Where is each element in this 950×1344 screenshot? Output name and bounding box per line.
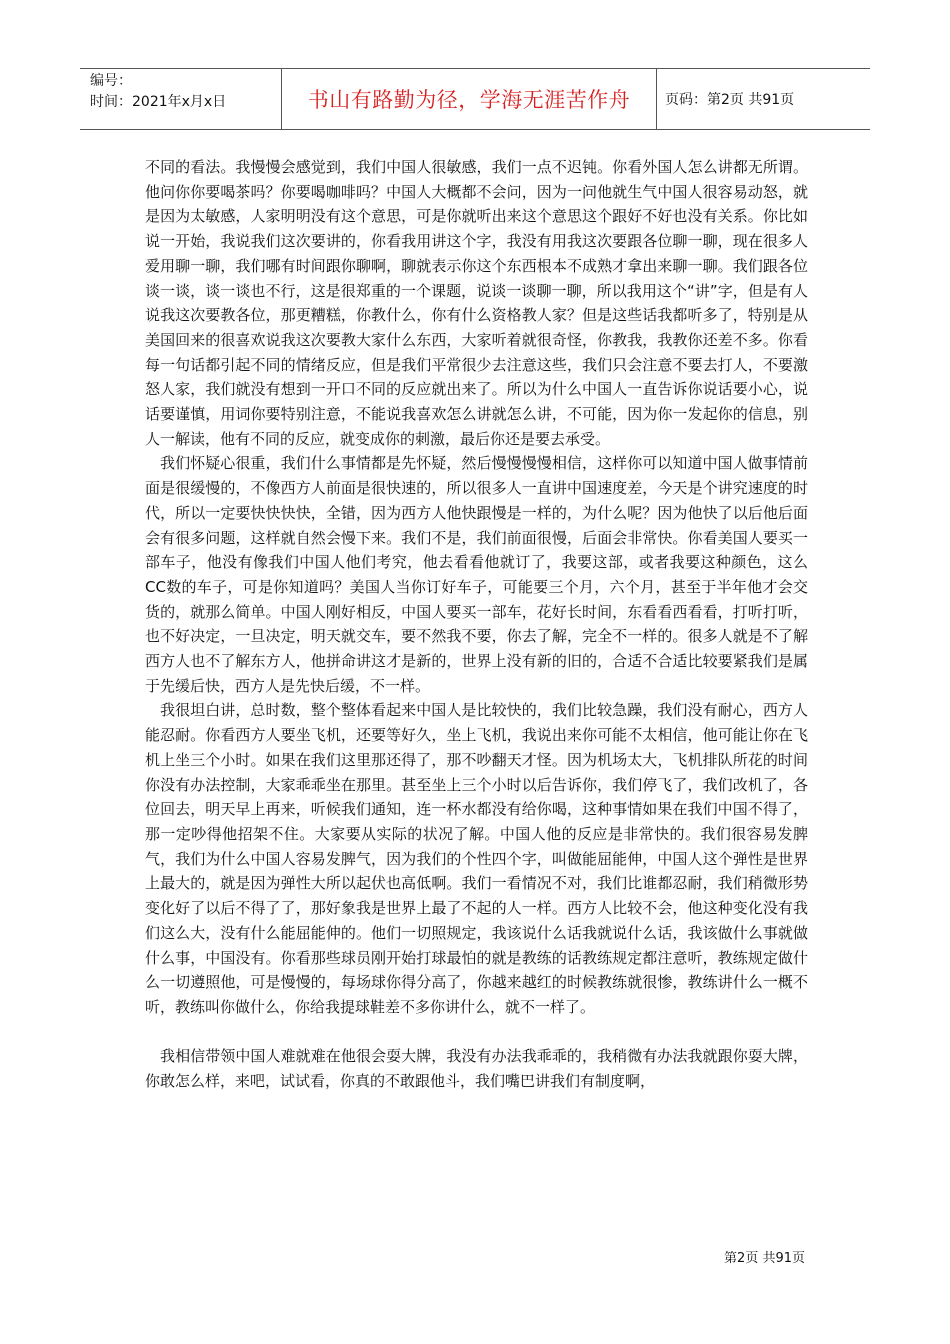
header-page-cell	[657, 69, 870, 129]
page-footer: 第2页 共91页	[724, 1251, 805, 1266]
header-page-info: 页码：第2页 共91页	[665, 92, 795, 108]
document-time-label: 时间：2021年x月x日	[90, 94, 227, 110]
header-motto-cell	[282, 69, 657, 129]
header-motto: 书山有路勤为径，学海无涯苦作舟	[307, 88, 631, 112]
paragraph-spacer	[145, 1020, 808, 1045]
document-number-label: 编号：	[90, 73, 132, 89]
body-paragraph-3: 我很坦白讲，总时数，整个整体看起来中国人是比较快的，我们比较急躁，我们没有耐心，西方人能忍耐。你看西方人要坐飞机，还要等好久，坐上飞机，我说出来你可能不太相信，他可能让你在飞机上坐三个小时。如果在我们这里那还得了，那不吵翻天才怪。因为机场太大，飞机排队所花的时间你没有办法控制，大家乖乖坐在那里。甚至坐上三个小时以后告诉你，我们停飞了，我们改机了，各位回去，明天早上再来，听候我们通知，连一杯水都没有给你喝，这种事情如果在我们中国不得了，那一定吵得他招架不住。大家要从实际的状况了解。中国人他的反应是非常快的。我们很容易发脾气，我们为什么中国人容易发脾气，因为我们的个性四个字，叫做能屈能伸，中国人这个弹性是世界上最大的，就是因为弹性大所以起伏也高低啊。我们一看情况不对，我们比谁都忍耐，我们稍微形势变化好了以后不得了了，那好象我是世界上最了不起的人一样。西方人比较不会，他这种变化没有我们这么大，没有什么能屈能伸的。他们一切照规定，我该说什么话我就说什么话，我该做什么事就做什么事，中国没有。你看那些球员刚开始打球最怕的就是教练的话教练规定都注意听，教练规定做什么一切遵照他，可是慢慢的，每场球你得分高了，你越来越红的时候教练就很惨，教练讲什么一概不听，教练叫你做什么，你给我提球鞋差不多你讲什么，就不一样了。	[145, 701, 808, 1016]
body-paragraph-2: 我们怀疑心很重，我们什么事情都是先怀疑，然后慢慢慢慢相信，这样你可以知道中国人做事情前面是很缓慢的，不像西方人前面是很快速的，所以很多人一直讲中国速度差，今天是个讲究速度的时代，所以一定要快快快快，全错，因为西方人他快跟慢是一样的，为什么呢？因为他快了以后他后面会有很多问题，这样就自然会慢下来。我们不是，我们前面很慢，后面会非常快。你看美国人要买一部车子，他没有像我们中国人他们考究，他去看看他就订了，我要这部，或者我要这种颜色，这么CC数的车子，可是你知道吗？美国人当你订好车子，可能要三个月，六个月，甚至于半年他才会交货的，就那么简单。中国人刚好相反，中国人要买一部车，花好长时间，东看看西看看，打听打听，也不好决定，一旦决定，明天就交车，要不然我不要，你去了解，完全不一样的。很多人就是不了解西方人也不了解东方人，他拼命讲这才是新的，世界上没有新的旧的，合适不合适比较要紧我们是属于先缓后快，西方人是先快后缓，不一样。	[145, 454, 808, 695]
body-paragraph-1: 不同的看法。我慢慢会感觉到，我们中国人很敏感，我们一点不迟钝。你看外国人怎么讲都无所谓。他问你你要喝茶吗？你要喝咖啡吗？中国人大概都不会问，因为一问他就生气中国人很容易动怒，就是因为太敏感，人家明明没有这个意思，可是你就听出来这个意思这个跟好不好也没有关系。你比如说一开始，我说我们这次要讲的，你看我用讲这个字，我没有用我这次要跟各位聊一聊，现在很多人爱用聊一聊，我们哪有时间跟你聊啊，聊就表示你这个东西根本不成熟才拿出来聊一聊。我们跟各位谈一谈，谈一谈也不行，这是很郑重的一个课题，说谈一谈聊一聊，所以我用这个“讲”字，但是有人说我这次要教各位，那更糟糕，你教什么，你有什么资格教人家？但是这些话我都听多了，特别是从美国回来的很喜欢说我这次要教大家什么东西，大家听着就很奇怪，你教我，我教你还差不多。你看每一句话都引起不同的情绪反应，但是我们平常很少去注意这些，我们只会注意不要去打人，不要激怒人家，我们就没有想到一开口不同的反应就出来了。所以为什么中国人一直告诉你说话要小心，说话要谨慎，用词你要特别注意，不能说我喜欢怎么讲就怎么讲，不可能，因为你一发起你的信息，别人一解读，他有不同的反应，就变成你的刺激，最后你还是要去承受。	[145, 158, 808, 448]
body-paragraph-4: 我相信带领中国人难就难在他很会耍大牌，我没有办法我乖乖的，我稍微有办法我就跟你耍大牌，你敢怎么样，来吧，试试看，你真的不敢跟他斗，我们嘴巴讲我们有制度啊，	[145, 1047, 808, 1090]
header-info-cell	[80, 69, 282, 129]
page-header	[80, 68, 870, 130]
document-body	[145, 155, 808, 1094]
